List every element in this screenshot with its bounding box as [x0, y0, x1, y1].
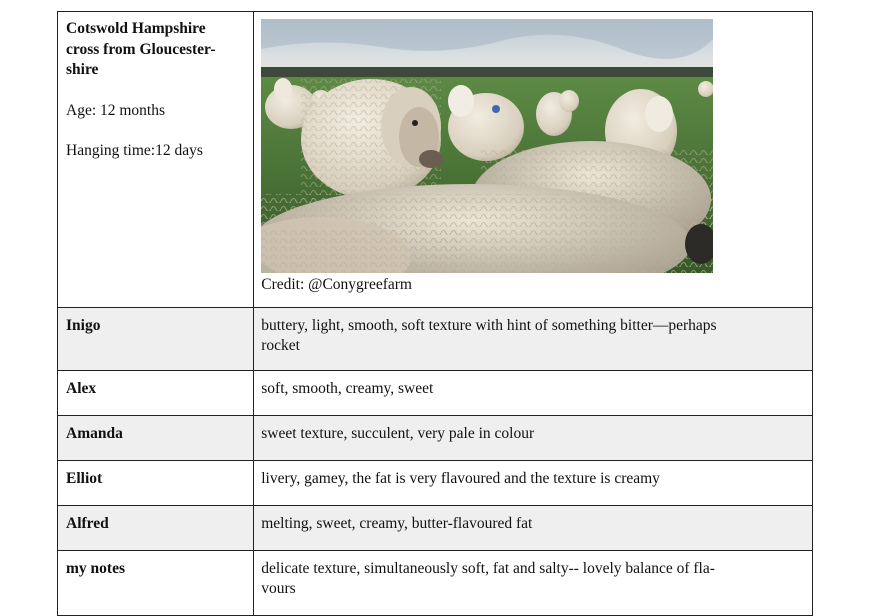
- tasting-note-line: sweet texture, succulent, very pale in colour: [261, 425, 535, 442]
- hanging-time-text: Hanging time:12 days: [66, 141, 203, 159]
- breed-title-line: Cotswold Hampshire: [66, 20, 206, 37]
- tasting-table: [57, 11, 813, 616]
- breed-info-cell: [58, 12, 254, 308]
- taster-name: my notes: [58, 551, 254, 616]
- table-row: [58, 461, 813, 506]
- taster-name: Elliot: [58, 461, 254, 506]
- table-row: [58, 551, 813, 616]
- breed-title: [66, 19, 245, 81]
- table-row: [58, 308, 813, 371]
- tasting-notes: [254, 506, 813, 551]
- header-row: [58, 12, 813, 308]
- breed-title-line: shire: [66, 61, 99, 78]
- sheep-flock-photo: [261, 19, 713, 273]
- photo-cell: [254, 12, 813, 308]
- tasting-notes: [254, 416, 813, 461]
- tasting-note-line: melting, sweet, creamy, butter-flavoured fat: [261, 515, 533, 532]
- tasting-notes: [254, 308, 813, 371]
- tasting-note-line: buttery, light, smooth, soft texture with hint of something bitter—perhaps: [261, 317, 717, 334]
- tasting-note-line: livery, gamey, the fat is very flavoured and the texture is creamy: [261, 470, 660, 487]
- table-row: [58, 506, 813, 551]
- table-row: [58, 416, 813, 461]
- photo-credit: Credit: @Conygreefarm: [261, 276, 412, 293]
- tasting-note-line: vours: [261, 580, 296, 597]
- tasting-notes: [254, 371, 813, 416]
- tasting-note-line: delicate texture, simultaneously soft, fat and salty-- lovely balance of fla-: [261, 560, 715, 577]
- age-text: Age: 12 months: [66, 101, 166, 119]
- tasting-note-line: soft, smooth, creamy, sweet: [261, 380, 434, 397]
- breed-title-line: cross from Gloucester-: [66, 40, 216, 58]
- taster-name: Amanda: [58, 416, 254, 461]
- table-row: [58, 371, 813, 416]
- tasting-notes: [254, 461, 813, 506]
- tasting-notes: [254, 551, 813, 616]
- tasting-note-line: rocket: [261, 337, 300, 354]
- taster-name: Alex: [58, 371, 254, 416]
- taster-name: Inigo: [58, 308, 254, 371]
- taster-name: Alfred: [58, 506, 254, 551]
